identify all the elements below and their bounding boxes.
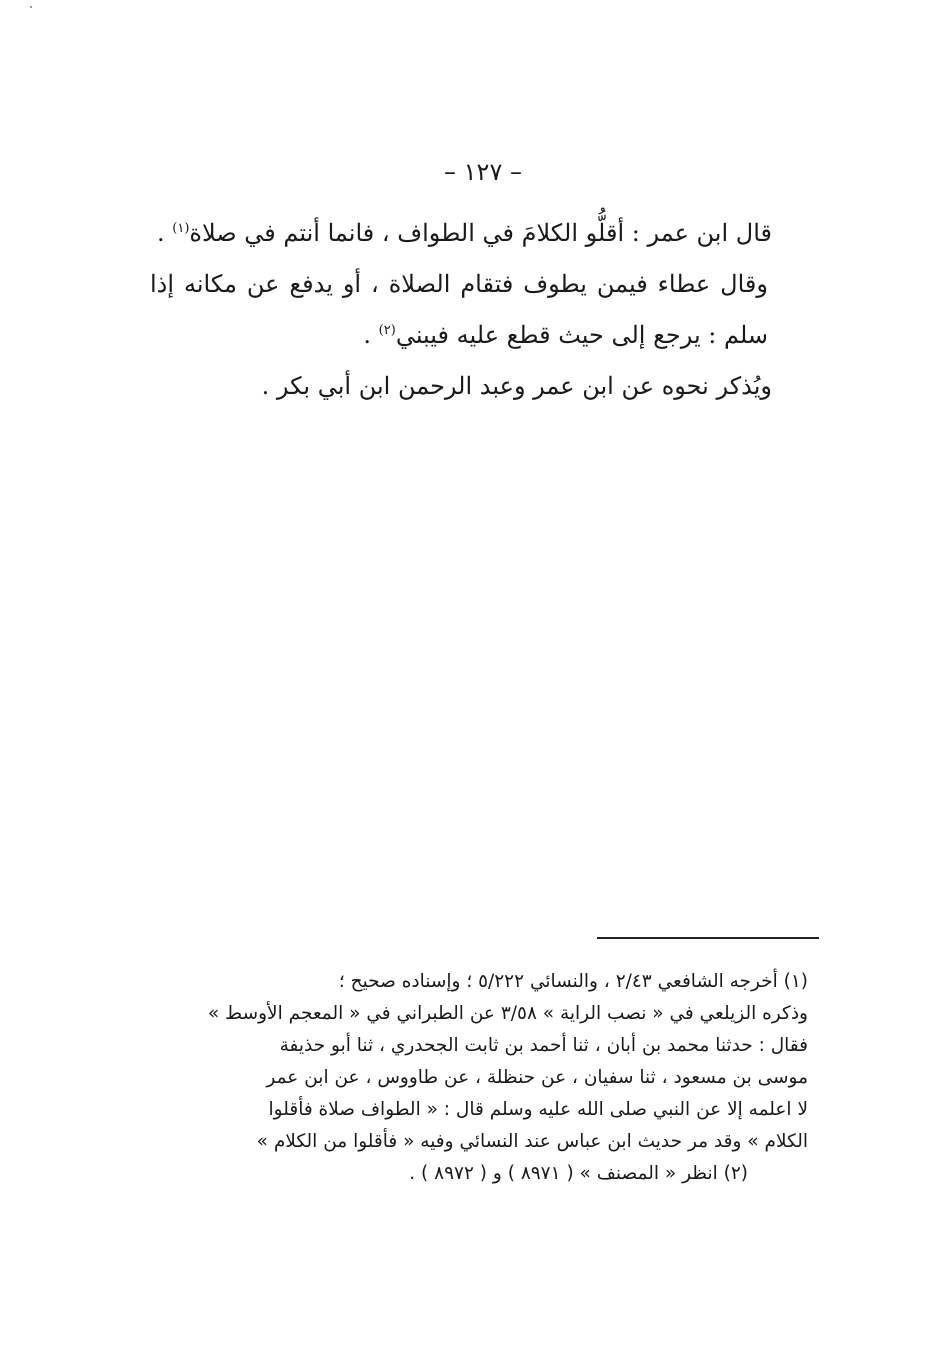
paragraph-text: قال ابن عمر : أقلُّو الكلامَ في الطواف ، فانما أنتم في صلاة [189, 219, 772, 247]
footnote-1-line-1: (١) أخرجه الشافعي ٢/٤٣ ، والنسائي ٥/٢٢٢ ؛ وإسناده صحيح ؛ [338, 971, 808, 992]
footnote-2: (٢) انظر « المصنف » ( ٨٩٧١ ) و ( ٨٩٧٢ ) . [409, 1163, 748, 1184]
paragraph-ibn-umar [150, 208, 800, 259]
paragraph-text: وقال عطاء فيمن يطوف فتقام الصلاة ، أو يدفع عن مكانه إذا سلم : يرجع إلى حيث قطع عليه فيبني [150, 270, 768, 349]
footnote-1-line-6: الكلام » وقد مر حديث ابن عباس عند النسائي وفيه « فأقلوا من الكلام » [256, 1131, 808, 1152]
paragraph-ata [150, 259, 800, 361]
paragraph-yudhkar [150, 361, 800, 412]
paragraph-end: . [363, 321, 379, 349]
page-number: – ١٢٧ – [444, 158, 522, 186]
footnote-1-line-4: موسى بن مسعود ، ثنا سفيان ، عن حنظلة ، عن طاووس ، عن ابن عمر [266, 1067, 808, 1088]
footnote-separator [597, 937, 819, 939]
footnote-1-line-5: لا اعلمه إلا عن النبي صلى الله عليه وسلم قال : « الطواف صلاة فأقلوا [268, 1099, 808, 1120]
paragraph-end: . [156, 219, 173, 247]
main-text-block [150, 208, 800, 412]
footnote-ref-1[interactable]: (١) [172, 221, 190, 236]
footnote-1-line-3: فقال : حدثنا محمد بن أبان ، ثنا أحمد بن ثابت الجحدري ، ثنا أبو حذيفة [279, 1035, 808, 1056]
paragraph-text: ويُذكر نحوه عن ابن عمر وعبد الرحمن ابن أبي بكر . [261, 372, 772, 400]
scan-speck [30, 6, 32, 8]
footnotes-block [160, 966, 808, 1190]
footnote-ref-2[interactable]: (٢) [378, 323, 396, 338]
footnote-1-line-2: وذكره الزيلعي في « نصب الراية » ٣/٥٨ عن الطبراني في « المعجم الأوسط » [207, 1003, 808, 1024]
